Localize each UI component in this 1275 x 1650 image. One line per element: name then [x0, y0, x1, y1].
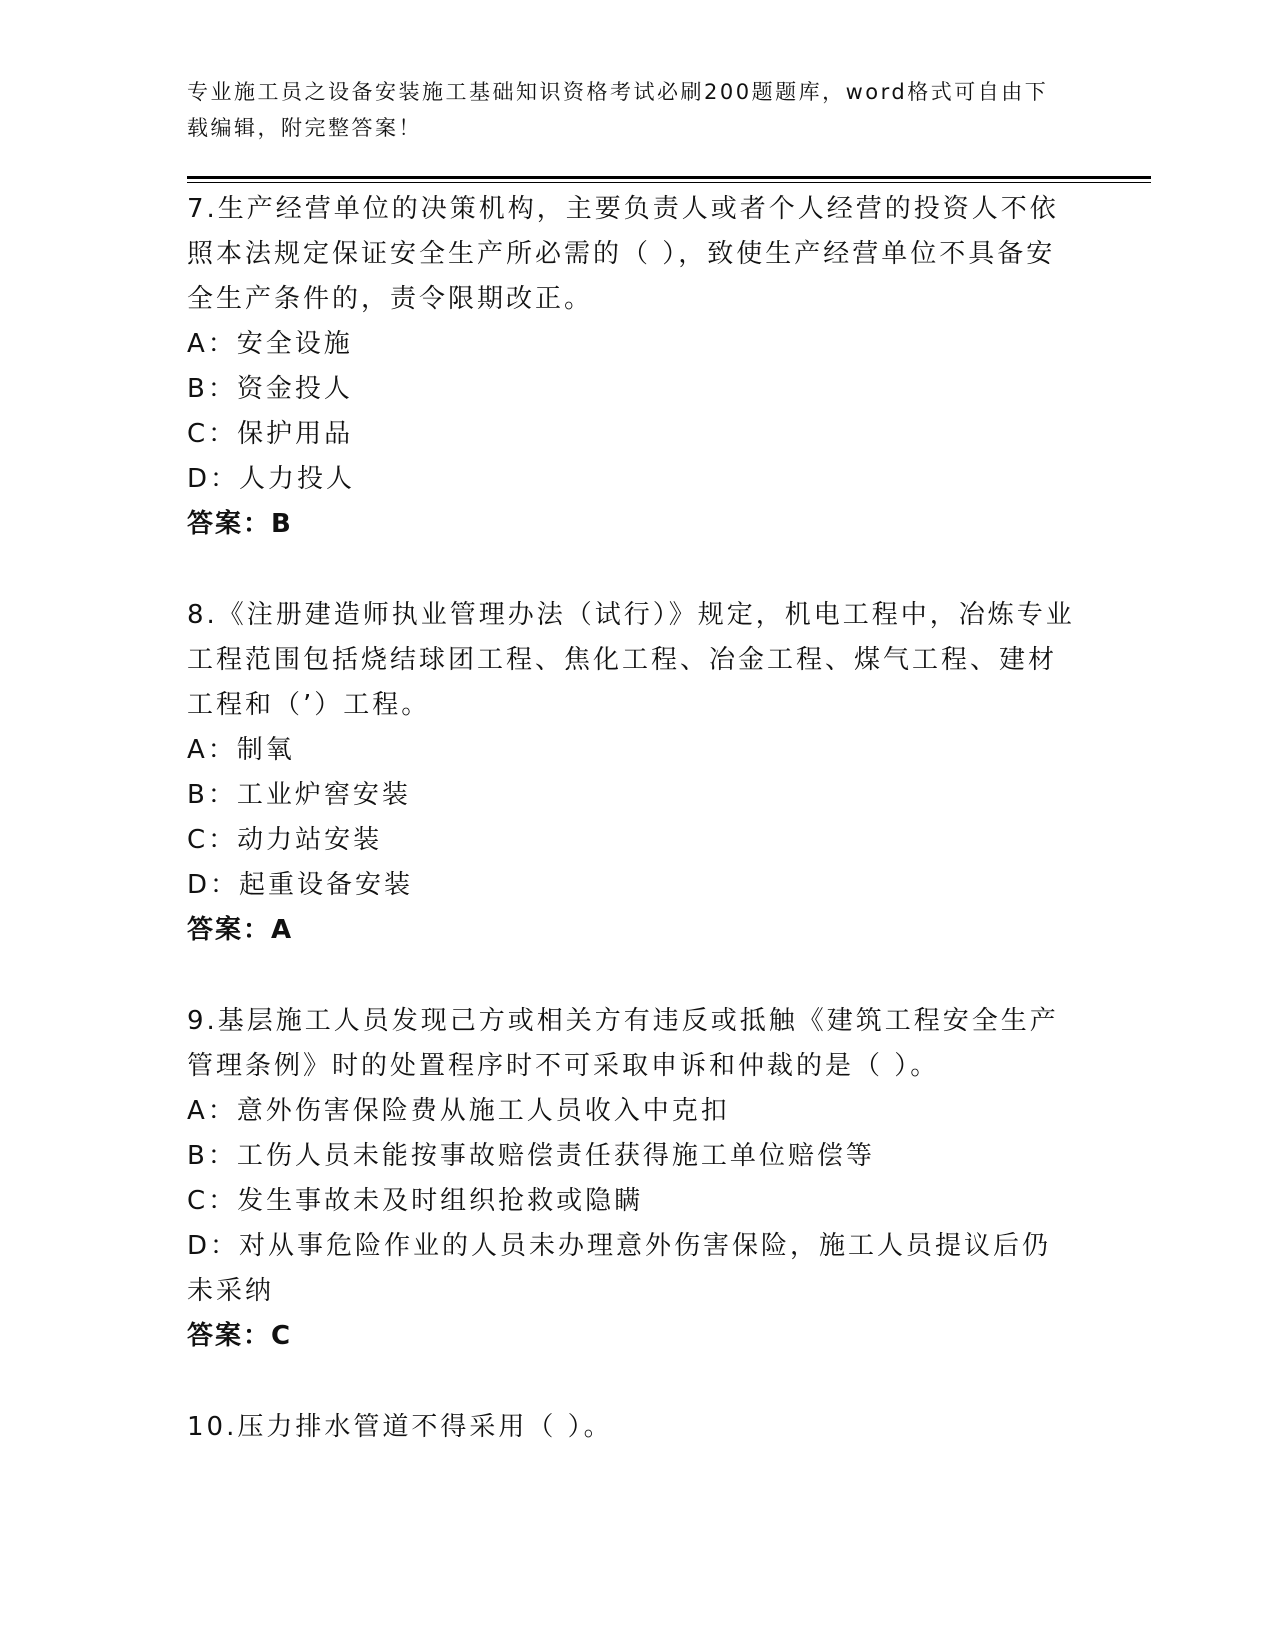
header-rule-thick — [187, 176, 1151, 179]
question-text: 9.基层施工人员发现己方或相关方有违反或抵触《建筑工程安全生产管理条例》时的处置程序时不可采取申诉和仲裁的是（ ）。 — [187, 1006, 1059, 1081]
option-c: C：动力站安装 — [187, 825, 383, 855]
question-7 — [187, 187, 1077, 547]
question-text: 7.生产经营单位的决策机构，主要负责人或者个人经营的投资人不依照本法规定保证安全生产所必需的（ ），致使生产经营单位不具备安全生产条件的，责令限期改正。 — [187, 194, 1059, 314]
option-d: D：起重设备安装 — [187, 870, 414, 900]
option-b: B：工业炉窖安装 — [187, 780, 411, 810]
option-c: C：保护用品 — [187, 419, 354, 449]
answer-line: 答案：B — [187, 509, 293, 539]
header-rule-thin — [187, 182, 1151, 183]
option-a: A：安全设施 — [187, 329, 353, 359]
question-text: 8.《注册建造师执业管理办法（试行）》规定，机电工程中，冶炼专业工程范围包括烧结球团工程、焦化工程、冶金工程、煤气工程、建材工程和（’）工程。 — [187, 600, 1075, 720]
option-c: C：发生事故未及时组织抢救或隐瞒 — [187, 1186, 644, 1216]
document-header: 专业施工员之设备安装施工基础知识资格考试必刷200题题库，word格式可自由下载编辑，附完整答案！ — [187, 80, 1049, 140]
question-10 — [187, 1405, 1077, 1450]
question-9 — [187, 999, 1077, 1359]
option-a: A：制氧 — [187, 735, 295, 765]
option-d: D：人力投人 — [187, 464, 356, 494]
question-text: 10.压力排水管道不得采用（ ）。 — [187, 1412, 613, 1442]
option-d: D：对从事危险作业的人员未办理意外伤害保险，施工人员提议后仍未采纳 — [187, 1231, 1052, 1306]
question-8 — [187, 593, 1077, 953]
option-b: B：工伤人员未能按事故赔偿责任获得施工单位赔偿等 — [187, 1141, 875, 1171]
answer-line: 答案：A — [187, 915, 294, 945]
question-list — [187, 187, 1077, 1450]
option-b: B：资金投人 — [187, 374, 353, 404]
answer-line: 答案：C — [187, 1321, 293, 1351]
option-a: A：意外伤害保险费从施工人员收入中克扣 — [187, 1096, 730, 1126]
